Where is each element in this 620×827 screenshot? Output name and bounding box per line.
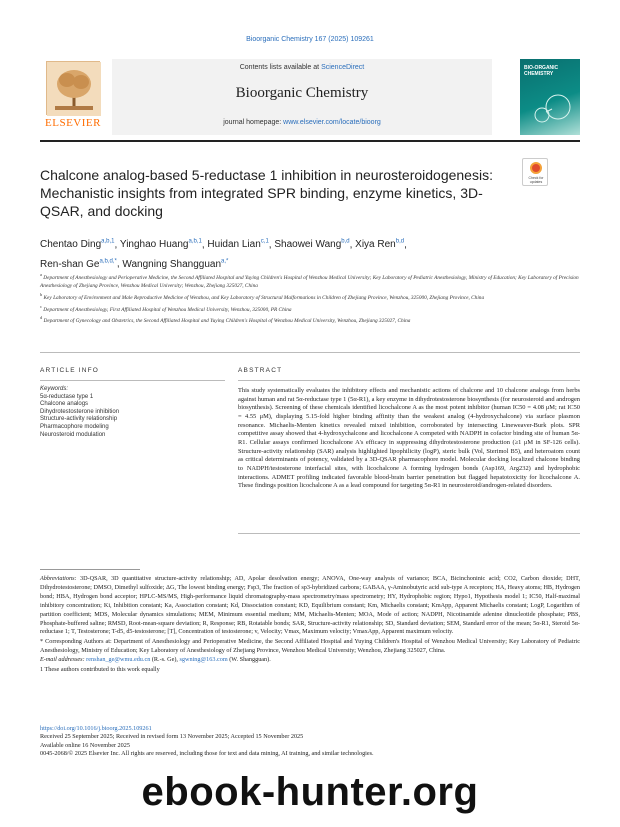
abbreviations-footnote: Abbreviations: 3D-QSAR, 3D quantitative structure-activity relationship; AD, Apolar desolvation energy; ANOVA, One-way analysis of variance; BCA, Bicinchoninic acid; CO2, Carbon dioxide; DHT, Dihydrotestosterone; DMSO, Dimethyl sulfoxide; ΔG, The lowest binding energy; Fsp3, The fraction of sp3-hybridized carbons; GABAA, γ-Aminobutyric acid sub-type A receptors; HA, Heavy atoms; HB, Hydrogen bond; HBA, Hydrogen bond acceptor; HPLC-MS/MS, High-performance liquid chromatography-mass spectrometry/mass spectrometry; HY, Hydrophobic region; Hypo1, Hypothesis model 1; IC50, Half-maximal inhibitory concentration; Ki, Inhibition constant; Ka, Association constant; Kd, Dissociation constant; KD, Equilibrium constant; Km, Michaelis constant; KmApp, Apparent Michaelis constant; LogP, Logarithm of partition coefficient; MDS, Molecular dynamics simulations; MEM, Minimum essential medium; MM, Michaelis-Menten; MOA, Mode of action; NADPH, Nicotinamide adenine dinucleotide phosphate; PBS, Phosphate-buffered saline; RMSD, Root-mean-square deviation; R, Response; RB, Rotatable bonds; SAR, Structure-activity relationship; SD, Standard deviation; SEM, Standard error of the mean; 5α-R1, Steroid 5α-reductase 1; T, Testosterone; T-d5, d5-testosterone; [T], Concentration of testosterone; v, Velocity; Vmax, Maximum velocity; VmaxApp, Apparent maximum velocity. (40, 575, 580, 636)
affiliations (40, 271, 580, 326)
affiliation: $^b$ Key Laboratory of Environment and Male Reproductive Medicine of Wenzhou, and Key Laboratory of Structural Malformations in Children of Zhejiang Province, Wenzhou, 325000, Zhejiang Province, China (40, 291, 485, 301)
cover-art-icon (520, 59, 580, 135)
keyword: Dihydrotestosterone inhibition (40, 408, 120, 415)
affiliation: $^c$ Department of Anesthesiology, First Affiliated Hospital of Wenzhou Medical University, Wenzhou, 325000, PR China (40, 303, 292, 313)
affiliation: $^a$ Department of Anesthesiology and Perioperative Medicine, the Second Affiliated Hospital and Yuying Children's Hospital of Wenzhou Medical University; Key Laboratory of Pediatric Anesthesiology, Ministry of Education; Key Laboratory of Precision Anesthesiology of Zhejiang Province, Wenzhou Medical University; Wenzhou, Zhejiang 325027, China (40, 272, 579, 289)
sciencedirect-link[interactable]: ScienceDirect (321, 64, 365, 71)
email-footnote: E-mail addresses: renshan_ge@wmu.edu.cn (R.-s. Ge), sgwning@163.com (W. Shangguan). (40, 656, 271, 664)
keywords-label: Keywords: (40, 386, 69, 392)
keyword: Structure-activity relationship (40, 416, 118, 423)
contents-line (112, 64, 492, 71)
corresponding-author-footnote: * Corresponding Authors at: Department of Anesthesiology and Perioperative Medicine, the Second Affiliated Hospital and Yuying Children's Hospital of Wenzhou Medical University; Key Laboratory of Pediatric Anesthesiology, Ministry of Education; Key Laboratory of Anesthesiology of Zhejiang Province, Wenzhou Medical University; Wenzhou, Zhejiang 325027, China. (40, 637, 580, 654)
available-online-date: Available online 16 November 2025 (40, 741, 130, 749)
author[interactable]: Huidan Lian$^{c,1}$ (207, 239, 269, 251)
check-for-updates-badge[interactable] (522, 158, 548, 186)
journal-title[interactable]: Bioorganic Chemistry (235, 85, 369, 101)
keyword: Pharmacophore modeling (40, 423, 109, 430)
author[interactable]: Ren-shan $Ge^{a,b,d,*}$ (40, 258, 117, 270)
homepage-link[interactable]: www.elsevier.com/locate/bioorg (283, 119, 381, 126)
doi-link[interactable]: https://doi.org/10.1016/j.bioorg.2025.109261 (40, 725, 152, 732)
author[interactable]: Yinghao Huang$^{a,b,1}$ (119, 239, 202, 251)
footnotes (40, 575, 580, 675)
email-link-shangguan[interactable]: sgwning@163.com (179, 656, 228, 664)
author[interactable]: Xiya Ren$^{b,d}$ (355, 239, 405, 251)
author[interactable]: Wangning Shangguan$^{a,*}$ (122, 258, 229, 270)
article-info-divider (40, 380, 225, 381)
watermark: ebook-hunter.org (141, 770, 479, 814)
email-link-ge[interactable]: renshan_ge@wmu.edu.cn (86, 656, 151, 664)
keyword: Neurosteroid modulation (40, 431, 106, 438)
cover-title: BIO-ORGANIC CHEMISTRY (524, 65, 559, 77)
affiliations-divider (40, 352, 580, 353)
header-banner (112, 59, 492, 135)
homepage-prefix: journal homepage: (223, 119, 284, 126)
affiliation: $^d$ Department of Gynecology and Obstetrics, the Second Affiliated Hospital and Yuying Children's Hospital of Wenzhou Medical University, Wenzhou, Zhejiang 325027, China (40, 315, 411, 325)
elsevier-logo[interactable] (40, 59, 106, 135)
author-list: Chentao Ding$^{a,b,1}$, Yinghao Huang$^{a,b,1}$, Huidan Lian$^{c,1}$, Shaowei Wang$^{b,d}$, Xiya Ren$^{b,d}$, Ren-shan $Ge^{a,b,d,*}$, Wangning Shangguan$^{a,*}$ (40, 239, 407, 270)
article-title: Chalcone analog-based 5-reductase 1 inhibition in neurosteroidogenesis: Mechanistic insights from integrated SPR binding, enzyme kinetics, 3D-QSAR, and docking (40, 167, 493, 219)
author[interactable]: Chentao Ding$^{a,b,1}$ (40, 239, 115, 251)
author[interactable]: Shaowei Wang$^{b,d}$ (274, 239, 350, 251)
article-info-heading: ARTICLE INFO (40, 367, 100, 374)
abstract-heading: ABSTRACT (238, 367, 283, 374)
check-updates-label: Check for updates (528, 176, 544, 184)
equal-contribution-footnote: 1 These authors contributed to this work equally (40, 665, 160, 673)
header-divider (40, 140, 580, 142)
keyword: 5α-reductase type 1 (40, 393, 94, 400)
abstract-divider (238, 380, 580, 381)
journal-header (40, 59, 580, 135)
footnote-divider (40, 569, 140, 570)
journal-reference[interactable]: Bioorganic Chemistry 167 (2025) 109261 (246, 36, 374, 43)
received-dates: Received 25 September 2025; Received in revised form 13 November 2025; Accepted 15 November 2025 (40, 733, 304, 741)
contents-prefix: Contents lists available at (239, 64, 322, 71)
check-updates-icon (530, 162, 542, 174)
keywords-panel (40, 386, 225, 439)
abstract-text: This study systematically evaluates the inhibitory effects and mechanistic actions of chalcone and 10 chalcone analogs from herbs against human and rat 5α-reductase type 1 (5α-R1), a key enzyme in dihydrotestosterone biosynthesis (for neurosteroid and androgen biosynthesis). Screening of these chemicals identified licochalcone A as the most potent inhibitor (human IC50 = 4.08 μM; rat IC50 = 4.55 μM), displaying 5.15-fold higher binding affinity than the weakest analog (4-hydroxychalcone) via surface plasmon resonance. Michaelis-Menten kinetics revealed mixed inhibition, corroborated by intersecting Lineweaver-Burk plots. SPR competitive assay showed that 4-hydroxychalcone and licochalcone A competed with NADPH in cofactor binding site of human 5α-R1. Cellular assays confirmed licochalcone A's efficacy in suppressing dihydrotestosterone production (≥1 μM in SF-126 cells). Structure-activity relationship (SAR) analysis highlighted lipophilicity (logP), steric bulk (Vol, Sterimol B5), and heteroatom count as critical determinants of potency, validated by a 3D-QSAR pharmacophore model. Molecular docking localized chalcone binding to NADPH/testosterone interfacial sites, with licochalcone A forming hydrogen bonds (Asp169, Arg232) and hydrophobic interactions. ADMET profiling indicated favorable blood-brain barrier penetration but flagged hepatotoxicity for licochalcone A. These findings position licochalcone A as a lead compound for targeting 5α-R1 in neurosteroid/androgen-related disorders. (238, 387, 580, 490)
elsevier-tree-icon (46, 61, 100, 115)
email-label: E-mail addresses: (40, 656, 85, 664)
publication-info (40, 725, 580, 758)
abstract-bottom-divider (238, 533, 580, 534)
homepage-line (112, 119, 492, 126)
keyword: Chalcone analogs (40, 401, 89, 408)
elsevier-wordmark: ELSEVIER (45, 117, 101, 129)
journal-cover-thumbnail[interactable] (520, 59, 580, 135)
abbreviations-label: Abbreviations: (40, 575, 77, 582)
copyright-line: 0045-2068/© 2025 Elsevier Inc. All rights are reserved, including those for text and data mining, AI training, and similar technologies. (40, 749, 374, 757)
